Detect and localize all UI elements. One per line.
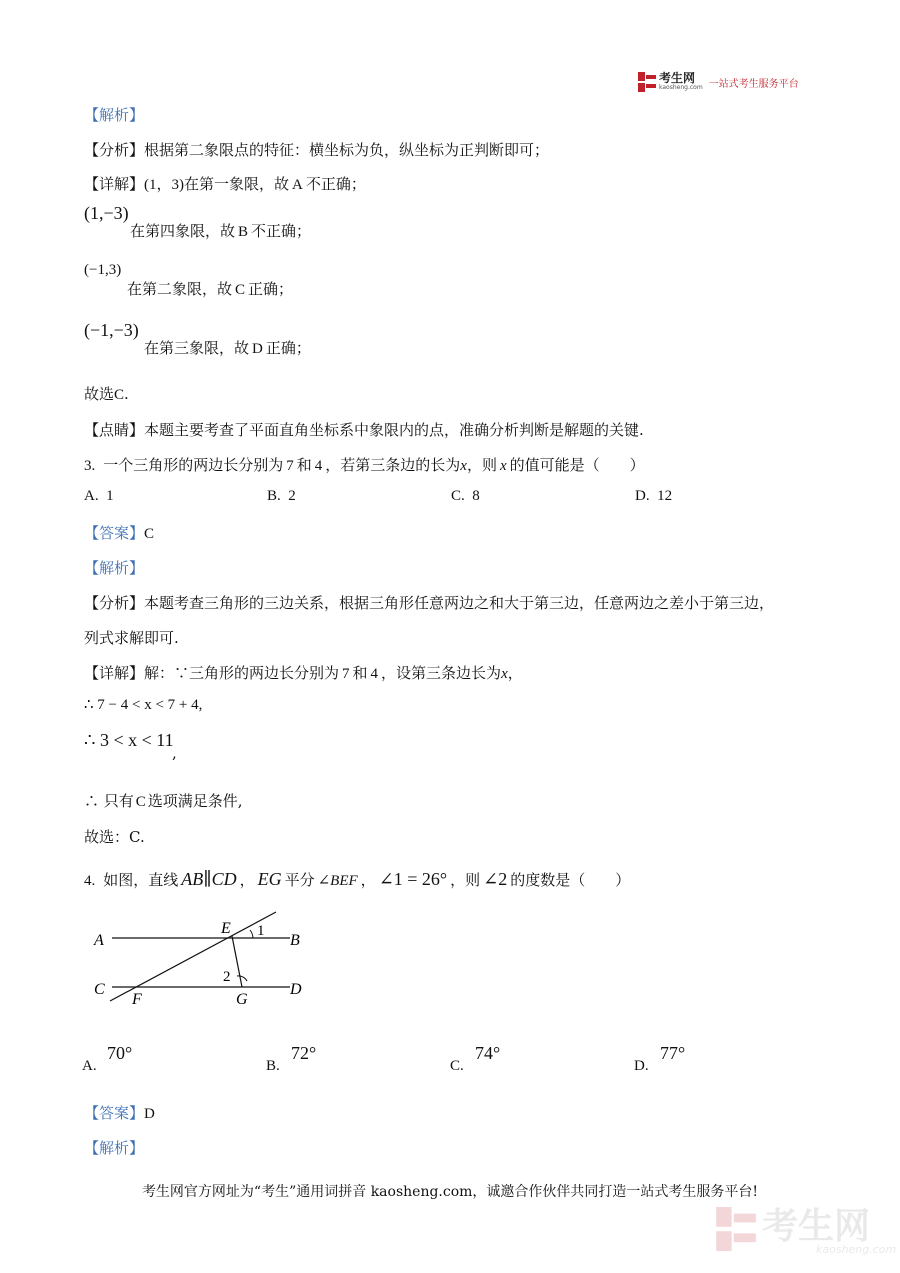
q2-c-letter: C <box>235 282 246 298</box>
q3-value-4: 4 <box>314 458 323 474</box>
q3-option-b-value: 2 <box>288 488 296 504</box>
q4-answer <box>84 1102 155 1123</box>
q2-dianjing-tag: 【点睛】 <box>84 421 145 439</box>
q2-d-point: (−1,−3) <box>84 320 139 340</box>
q2-dianjing-text: 本题主要考查了平面直角坐标系中象限内的点，准确分析判断是解题的关键. <box>144 421 644 439</box>
q3-only-letter: C <box>135 794 146 810</box>
q2-choose <box>84 383 129 404</box>
q3-xj-value-7: 7 <box>342 666 350 682</box>
q3-choose: 故选：C. <box>84 828 145 846</box>
q3-xj-value-4: 4 <box>370 666 379 682</box>
q3-option-a[interactable] <box>84 488 114 505</box>
q4-option-b-label[interactable]: B. <box>266 1058 280 1074</box>
q3-xj-part2: ，设第三条边长为 <box>381 664 502 682</box>
fig-label-d: D <box>290 981 302 998</box>
q2-xiangjie <box>84 173 366 194</box>
q3-option-d-value: 12 <box>657 488 673 504</box>
q3-fenxi-line2: 列式求解即可. <box>84 629 179 647</box>
q3-option-d[interactable] <box>635 488 672 505</box>
q3-xj-part1: 解：∵三角形的两边长分别为 <box>144 664 340 682</box>
q4-figure <box>90 905 320 1010</box>
q2-a-point: (1，3) <box>144 177 185 193</box>
q2-b-letter: B <box>238 224 249 240</box>
q4-angle2: ∠2 <box>483 869 508 889</box>
q2-choose-end: . <box>124 385 129 403</box>
fig-label-g: G <box>236 991 248 1008</box>
q3-fenxi-line1: 本题考查三角形的三边关系，根据三角形任意两边之和大于第三边，任意两边之差小于第三边， <box>144 594 775 612</box>
q3-var-x: x <box>460 458 467 474</box>
q4-option-d-label[interactable]: D. <box>634 1058 649 1074</box>
fig-label-b: B <box>290 932 300 949</box>
q3-stem-part2: ，若第三条边的长为 <box>325 456 461 474</box>
q2-fenxi-text: 根据第二象限点的特征：横坐标为负，纵坐标为正判断即可； <box>144 141 550 159</box>
watermark-name: 考生网 <box>762 1206 871 1247</box>
q4-stem-part4: 的度数是（ ） <box>510 871 631 889</box>
q4-option-a-value: 70° <box>107 1043 133 1063</box>
q2-d-end: 正确； <box>265 339 311 357</box>
q3-stem <box>84 454 645 475</box>
line-ef <box>110 912 276 1001</box>
q2-b-text: 在第四象限，故 <box>130 222 236 240</box>
q3-option-a-label: A. <box>84 488 99 504</box>
q4-stem <box>84 869 630 890</box>
q3-xiangjie-tag: 【详解】 <box>84 664 145 682</box>
q3-value-7: 7 <box>286 458 294 474</box>
line-eg <box>232 936 242 987</box>
q3-number: 3. <box>84 458 96 474</box>
q2-c-text: 在第二象限，故 <box>127 280 233 298</box>
q3-stem-part4: 的值可能是（ ） <box>509 456 645 474</box>
q3-jiexi-heading: 【解析】 <box>84 559 145 577</box>
logo-mark-icon <box>638 72 656 92</box>
fig-label-a: A <box>94 932 104 949</box>
q3-answer-tag: 【答案】 <box>84 524 145 542</box>
q2-b-line <box>130 220 311 241</box>
q3-xj-end: ， <box>507 664 523 682</box>
q3-ineq1-end: , <box>198 697 203 713</box>
logo-name: 考生网 <box>659 71 696 85</box>
q2-jiexi-heading: 【解析】 <box>84 106 145 124</box>
q4-option-b-value: 72° <box>291 1043 317 1063</box>
q3-option-c-value: 8 <box>472 488 480 504</box>
q3-fenxi-tag: 【分析】 <box>84 594 145 612</box>
q3-answer-value: C <box>144 526 155 542</box>
q2-a-end: 不正确； <box>305 175 366 193</box>
angle2-arc <box>237 976 247 981</box>
q3-inequality-2: ∴ 3 < x < 11 <box>84 730 174 750</box>
q2-c-point: (−1,3) <box>84 262 122 278</box>
fig-label-1: 1 <box>257 923 265 939</box>
q3-option-b-label: B. <box>267 488 281 504</box>
q4-stem-part1: 如图，直线 <box>103 871 179 889</box>
q4-answer-value: D <box>144 1106 155 1122</box>
q4-option-d-value: 77° <box>660 1043 686 1063</box>
q3-ineq1-text: ∴ 7 − 4 < x < 7 + 4 <box>84 697 199 713</box>
logo-url: kaosheng.com <box>659 84 703 91</box>
q4-option-c-value: 74° <box>475 1043 501 1063</box>
q4-comma1: ， <box>239 871 255 889</box>
q3-and: 和 <box>296 456 312 474</box>
q3-option-c[interactable] <box>451 488 480 505</box>
q3-fenxi <box>84 592 774 613</box>
q3-xj-var-x: x <box>501 666 508 682</box>
q2-b-end: 不正确； <box>251 222 312 240</box>
q4-angle1: ∠1 = 26° <box>378 869 448 889</box>
q4-ab-parallel-cd: AB∥CD <box>181 869 237 889</box>
q3-option-d-label: D. <box>635 488 650 504</box>
fig-label-f: F <box>132 991 142 1008</box>
q4-comma2: ， <box>360 871 376 889</box>
q2-dianjing <box>84 419 644 440</box>
q2-d-text: 在第三象限，故 <box>144 339 250 357</box>
fig-label-c: C <box>94 981 105 998</box>
q4-option-a-label[interactable]: A. <box>82 1058 97 1074</box>
q3-xj-and: 和 <box>352 664 368 682</box>
q2-c-line <box>127 278 293 299</box>
footer-text: 考生网官方网址为“考生”通用词拼音 kaosheng.com，诚邀合作伙伴共同打造一站式考生服务平台! <box>141 1184 759 1200</box>
fig-label-2: 2 <box>223 969 231 985</box>
q2-choose-pre: 故选 <box>84 385 115 403</box>
logo-slogan: 一站式考生服务平台 <box>708 78 799 90</box>
q3-stem-part1: 一个三角形的两边长分别为 <box>103 456 284 474</box>
q2-c-end: 正确； <box>248 280 294 298</box>
q3-inequality-1 <box>84 695 202 714</box>
q2-d-line <box>144 337 311 358</box>
q4-jiexi-heading: 【解析】 <box>84 1139 145 1157</box>
q3-answer <box>84 522 154 543</box>
q3-only <box>84 790 243 811</box>
q4-answer-tag: 【答案】 <box>84 1104 145 1122</box>
q2-choose-letter: C <box>114 387 125 403</box>
q3-var-x-2: x <box>499 458 507 474</box>
watermark-logo-icon <box>716 1207 756 1251</box>
q3-only-pre: ∴ 只有 <box>84 792 134 810</box>
q2-a-text: 在第一象限，故 <box>184 175 290 193</box>
q4-option-c-label[interactable]: C. <box>450 1058 464 1074</box>
q2-xiangjie-tag: 【详解】 <box>84 175 145 193</box>
q3-stem-part3: ，则 <box>466 456 497 474</box>
fig-label-e: E <box>221 920 231 937</box>
q3-option-a-value: 1 <box>106 488 114 504</box>
watermark <box>716 1207 896 1256</box>
q2-fenxi-tag: 【分析】 <box>84 141 145 159</box>
angle1-arc <box>250 930 253 938</box>
q4-angle-bef: ∠BEF <box>317 873 358 889</box>
q4-stem-part2: 平分 <box>284 871 315 889</box>
q2-fenxi <box>84 139 549 160</box>
q3-option-c-label: C. <box>451 488 465 504</box>
q3-only-end: 选项满足条件, <box>147 792 243 810</box>
q3-option-b[interactable] <box>267 488 296 505</box>
watermark-url: kaosheng.com <box>816 1243 897 1256</box>
q3-xiangjie <box>84 662 523 683</box>
q4-eg: EG <box>257 869 282 889</box>
q4-stem-part3: ，则 <box>450 871 481 889</box>
q2-d-letter: D <box>252 341 263 357</box>
header-logo[interactable] <box>638 72 799 92</box>
q3-ineq2-end: , <box>172 744 177 762</box>
q2-b-point: (1,−3) <box>84 203 129 223</box>
q2-a-letter: A <box>292 177 303 193</box>
q4-number: 4. <box>84 873 96 889</box>
